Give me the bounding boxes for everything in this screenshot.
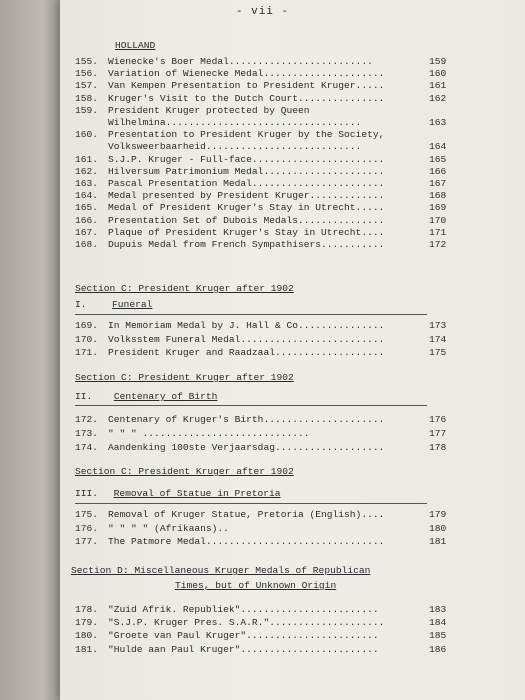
- holland-entry-page: 159: [429, 56, 447, 67]
- section-c1-entry-page: 174: [429, 333, 447, 345]
- holland-entry-title: Presentation to President Kruger by the Society,: [108, 129, 385, 141]
- section-c2-entry-number: 174.: [75, 442, 99, 453]
- section-c3-entry-page: 179: [429, 509, 447, 520]
- section-d-heading-line1: Section D: Miscellaneous Kruger Medals of Republican: [71, 565, 371, 576]
- section-c3-entry: [75, 536, 515, 548]
- holland-entry-number: 166.: [75, 214, 99, 226]
- holland-entry-page: 161: [429, 80, 447, 92]
- holland-entry-number: 165.: [75, 202, 99, 214]
- holland-entry: [75, 202, 515, 214]
- holland-entry-title: Pascal Presentation Medal.......................: [108, 178, 385, 189]
- holland-entry-page: 172: [429, 239, 447, 250]
- section-c3-entry-page: 181: [429, 536, 447, 547]
- holland-entry: [75, 129, 515, 141]
- holland-entry-title: Plaque of President Kruger's Stay in Utrecht....: [108, 226, 385, 238]
- section-d-entry-title: "Hulde aan Paul Kruger"........................: [108, 643, 379, 655]
- holland-entry-number: 163.: [75, 178, 99, 189]
- section-c2-entry-page: 177: [429, 428, 447, 439]
- section-d-entry: [75, 604, 515, 616]
- holland-entry-page: 164: [429, 141, 447, 153]
- section-c2-entry: [75, 442, 515, 454]
- section-c1-heading: Section C: President Kruger after 1902: [75, 283, 294, 294]
- section-c1-entry-title: President Kruger and Raadzaal...................: [108, 347, 385, 358]
- holland-entry-title: Medal presented by President Kruger.............: [108, 190, 385, 202]
- holland-entry-number: 160.: [75, 129, 99, 141]
- holland-entry-number: 161.: [75, 153, 99, 165]
- section-d-entry-title: "Zuid Afrik. Republiek"........................: [108, 604, 379, 615]
- section-c2-entry-title: " " " .............................: [108, 428, 310, 439]
- section-c3-entry-number: 176.: [75, 522, 99, 534]
- holland-entry: [75, 154, 515, 166]
- section-c3-entry-title: " " " " (Afrikaans)..: [108, 522, 229, 534]
- section-d-entry-number: 178.: [75, 604, 99, 615]
- holland-entry-number: 167.: [75, 226, 99, 238]
- section-d-entry-title: "Groete van Paul Kruger".......................: [108, 630, 379, 642]
- section-c1-entry-number: 169.: [75, 320, 99, 331]
- holland-entry-number: 155.: [75, 56, 99, 67]
- section-d-heading-line2: Times, but of Unknown Origin: [175, 580, 337, 591]
- section-c1-entry: [75, 320, 515, 332]
- holland-entry-title: Dupuis Medal from French Sympathisers...........: [108, 239, 385, 250]
- section-c1-sub-number: I.: [75, 299, 87, 310]
- holland-entry-title: Medal of President Kruger's Stay in Utrecht.....: [108, 202, 385, 214]
- section-c2-entry: [75, 414, 515, 426]
- section-c2-heading: Section C: President Kruger after 1902: [75, 372, 294, 383]
- holland-entry: [75, 239, 515, 251]
- holland-entry-title: Van Kempen Presentation to President Kruger.....: [108, 80, 385, 92]
- section-c3-subheading: [75, 488, 281, 499]
- section-c2-subheading: [75, 391, 217, 402]
- holland-entry-page: 170: [429, 214, 447, 226]
- section-c2-entry-number: 173.: [75, 428, 99, 439]
- section-c2-entry-page: 178: [429, 442, 447, 453]
- section-c3-entry: [75, 509, 515, 521]
- section-c3-sub-number: III.: [75, 488, 99, 499]
- section-c2-entry-number: 172.: [75, 414, 99, 425]
- holland-entry: [75, 117, 515, 129]
- holland-entry: [75, 68, 515, 80]
- section-c2-entry: [75, 428, 515, 440]
- page-number: - vii -: [235, 6, 290, 18]
- section-d-entry-number: 180.: [75, 630, 99, 642]
- section-c2-sub-number: II.: [75, 391, 93, 402]
- holland-entry-page: 167: [429, 178, 447, 189]
- section-c1-subheading: [75, 299, 152, 310]
- holland-entry-number: 157.: [75, 80, 99, 92]
- holland-entry-number: 164.: [75, 190, 99, 202]
- holland-entry: [75, 166, 515, 178]
- section-c3-entry-title: Removal of Kruger Statue, Pretoria (English)....: [108, 509, 385, 520]
- holland-entry-page: 160: [429, 68, 447, 80]
- section-c1-entry-page: 173: [429, 320, 447, 331]
- holland-entry-title: Presentation Set of Dubois Medals...............: [108, 214, 385, 226]
- holland-entry-page: 166: [429, 165, 447, 177]
- section-c1-sub-title: Funeral: [112, 299, 153, 310]
- holland-entry-page: 169: [429, 202, 447, 214]
- holland-entry-number: 162.: [75, 165, 99, 177]
- holland-entry-title: Kruger's Visit to the Dutch Court...............: [108, 92, 385, 104]
- holland-entry: [75, 93, 515, 105]
- holland-entry-page: 163: [429, 117, 447, 128]
- holland-entry-title: Variation of Wienecke Medal.....................: [108, 68, 385, 80]
- holland-entry: [75, 80, 515, 92]
- holland-entry-title: Volksweerbaarheid...........................: [108, 141, 362, 153]
- section-c1-entry-number: 170.: [75, 333, 99, 345]
- holland-entry-page: 168: [429, 190, 447, 202]
- section-c1-entry-title: In Memoriam Medal by J. Hall & Co...............: [108, 320, 385, 331]
- section-c3-sub-title: Removal of Statue in Pretoria: [113, 488, 281, 499]
- holland-entry-page: 171: [429, 226, 447, 238]
- section-c1-entry-page: 175: [429, 347, 447, 358]
- section-c2-rule: [75, 405, 427, 406]
- holland-entry-page: 162: [429, 92, 447, 104]
- section-d-entry: [75, 644, 515, 656]
- section-d-entry-number: 179.: [75, 617, 99, 629]
- section-d-entry-page: 184: [429, 617, 447, 629]
- holland-entry: [75, 56, 515, 68]
- section-c3-heading: Section C: President Kruger after 1902: [75, 466, 294, 477]
- section-c3-entry-page: 180: [429, 522, 447, 534]
- section-c2-entry-page: 176: [429, 414, 447, 425]
- holland-entry-number: 168.: [75, 239, 99, 250]
- holland-entry-title: President Kruger protected by Queen: [108, 104, 310, 116]
- holland-heading: HOLLAND: [115, 40, 156, 51]
- holland-entry: [75, 178, 515, 190]
- holland-entry-title: Wienecke's Boer Medal.........................: [108, 56, 373, 67]
- section-c2-entry-title: Aandenking 100ste Verjaarsdag...................: [108, 442, 385, 453]
- section-d-entry: [75, 630, 515, 642]
- holland-entry: [75, 190, 515, 202]
- holland-entry: [75, 215, 515, 227]
- section-c3-entry-number: 177.: [75, 536, 99, 547]
- section-d-entry-page: 185: [429, 630, 447, 642]
- section-c2-sub-title: Centenary of Birth: [113, 391, 218, 402]
- section-d-entry-title: "S.J.P. Kruger Pres. S.A.R."....................: [108, 617, 385, 629]
- section-d-entry-page: 183: [429, 604, 447, 615]
- holland-entry: [75, 227, 515, 239]
- section-c1-entry: [75, 334, 515, 346]
- section-c1-entry-title: Volksstem Funeral Medal.........................: [108, 333, 385, 345]
- section-c3-rule: [75, 503, 427, 504]
- section-c3-entry-number: 175.: [75, 509, 99, 520]
- holland-entry-title: Hilversum Patrimonium Medal.....................: [108, 165, 385, 177]
- section-c1-entry-number: 171.: [75, 347, 99, 358]
- holland-entry-number: 158.: [75, 92, 99, 104]
- section-d-entry: [75, 617, 515, 629]
- section-d-entry-number: 181.: [75, 643, 99, 655]
- section-c2-entry-title: Centenary of Kruger's Birth.....................: [108, 414, 385, 425]
- holland-entry-number: 159.: [75, 104, 99, 116]
- holland-entry-page: 165: [429, 153, 447, 165]
- section-c1-rule: [75, 314, 427, 315]
- holland-entry-number: 156.: [75, 68, 99, 80]
- holland-entry: [75, 105, 515, 117]
- section-c1-entry: [75, 347, 515, 359]
- holland-entry-title: S.J.P. Kruger - Full-face.......................: [108, 153, 385, 165]
- book-binding: [0, 0, 60, 700]
- section-c3-entry: [75, 523, 515, 535]
- holland-entry-title: Wilhelmina..................................: [108, 117, 362, 128]
- section-d-entry-page: 186: [429, 643, 447, 655]
- section-c3-entry-title: The Patmore Medal...............................: [108, 536, 385, 547]
- holland-entry: [75, 141, 515, 153]
